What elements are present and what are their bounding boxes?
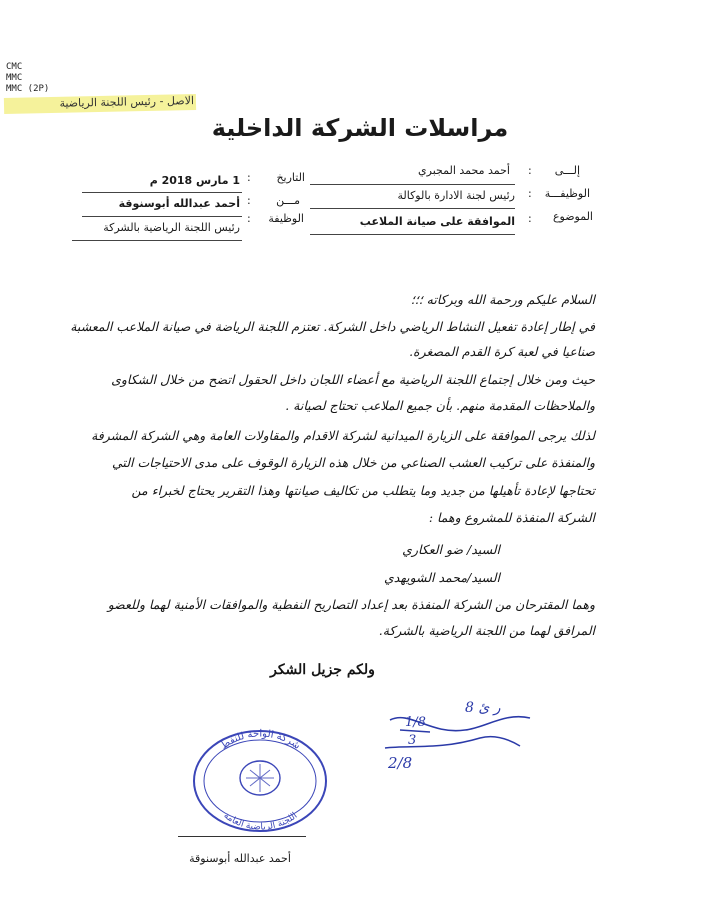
person-1: السيد/ ضو العكاري — [402, 542, 500, 557]
date-value: 1 مارس 2018 م — [149, 174, 240, 187]
to-colon: : — [528, 164, 532, 177]
position-underline — [310, 208, 515, 209]
distribution-codes — [6, 62, 49, 95]
body-line-2: صناعيا في لعبة كرة القدم المصغرة. — [409, 344, 595, 359]
body-line-6: والمنفذة على تركيب العشب الصناعي من خلال هذه الزيارة الوقوف على مدى الاحتياجات التي — [112, 455, 595, 470]
code-2: MMC — [6, 73, 23, 83]
code-1: CMC — [6, 62, 23, 72]
annotation-date-mid: 3 — [408, 733, 417, 748]
sender-position-underline — [72, 240, 242, 241]
from-underline — [82, 216, 242, 217]
to-label: إلـــى — [554, 164, 580, 177]
position-value: رئيس لجنة الادارة بالوكالة — [397, 189, 515, 202]
from-value: أحمد عبدالله أبوسنوقة — [118, 197, 240, 210]
subject-colon: : — [528, 212, 532, 225]
body-line-1: في إطار إعادة تفعيل النشاط الرياضي داخل الشركة. تعتزم اللجنة الرياضة في صيانة الملاعب المعشبة — [70, 319, 595, 334]
date-label: التاريخ — [276, 171, 305, 184]
closing-line-2: المرافق لهما من اللجنة الرياضية بالشركة. — [378, 623, 595, 638]
subject-label: الموضوع — [552, 210, 593, 223]
company-stamp — [188, 726, 333, 836]
original-recipient: الاصل - رئيس اللجنة الرياضية — [59, 94, 195, 110]
from-label: مـــن — [276, 194, 300, 207]
annotation-date-bottom: 2/8 — [388, 754, 413, 772]
sender-position-label: الوظيفة — [268, 212, 304, 225]
body-line-7: تحتاجها لإعادة تأهيلها من جديد وما يتطلب من تكاليف صيانتها وهذا التقرير يحتاج لخبراء من — [131, 483, 595, 498]
body-line-3: حيث ومن خلال إجتماع اللجنة الرياضية مع أعضاء اللجان داخل الحقول اتضح من خلال الشكاوى — [111, 372, 595, 387]
signature-line — [178, 836, 306, 837]
code-3: MMC (2P) — [6, 84, 50, 94]
from-colon: : — [247, 194, 251, 207]
subject-value: الموافقة على صيانة الملاعب — [359, 215, 515, 228]
body-line-5: لذلك يرجى الموافقة على الزيارة الميدانية لشركة الاقدام والمقاولات العامة وهي الشركة المشرفة — [91, 428, 595, 443]
body-line-8: الشركة المنفذة للمشروع وهما : — [428, 510, 595, 525]
handwritten-annotation — [370, 690, 540, 780]
to-value: أحمد محمد المجبري — [418, 164, 510, 177]
document-title: مراسلات الشركة الداخلية — [211, 114, 509, 142]
date-colon: : — [247, 171, 251, 184]
thanks-line: ولكم جزيل الشكر — [270, 662, 375, 678]
sender-position-value: رئيس اللجنة الرياضية بالشركة — [103, 221, 240, 234]
subject-underline — [310, 234, 515, 235]
to-underline — [310, 184, 515, 185]
sender-position-colon: : — [247, 212, 251, 225]
body-line-4: والملاحظات المقدمة منهم. بأن جميع الملاعب تحتاج لصيانة . — [285, 398, 595, 413]
stamp-outer-text: شركة الواحة للنفط — [218, 728, 303, 752]
signer-name: أحمد عبدالله أبوسنوقة — [189, 852, 291, 865]
date-underline — [82, 192, 242, 193]
annotation-date-top: 1/8 — [405, 715, 426, 730]
annotation-note: ر ئ 8 — [465, 700, 501, 716]
closing-line-1: وهما المقترحان من الشركة المنفذة بعد إعداد التصاريح النفطية والموافقات الأمنية لهما وللعضو — [107, 597, 595, 612]
person-2: السيد/محمد الشويهدي — [384, 570, 500, 585]
greeting: السلام عليكم ورحمة الله وبركاته ؛؛؛ — [410, 292, 595, 307]
stamp-lower-text: اللجنة الرياضية العامة — [221, 810, 300, 833]
position-colon: : — [528, 187, 532, 200]
position-label: الوظيفـــة — [544, 187, 590, 200]
